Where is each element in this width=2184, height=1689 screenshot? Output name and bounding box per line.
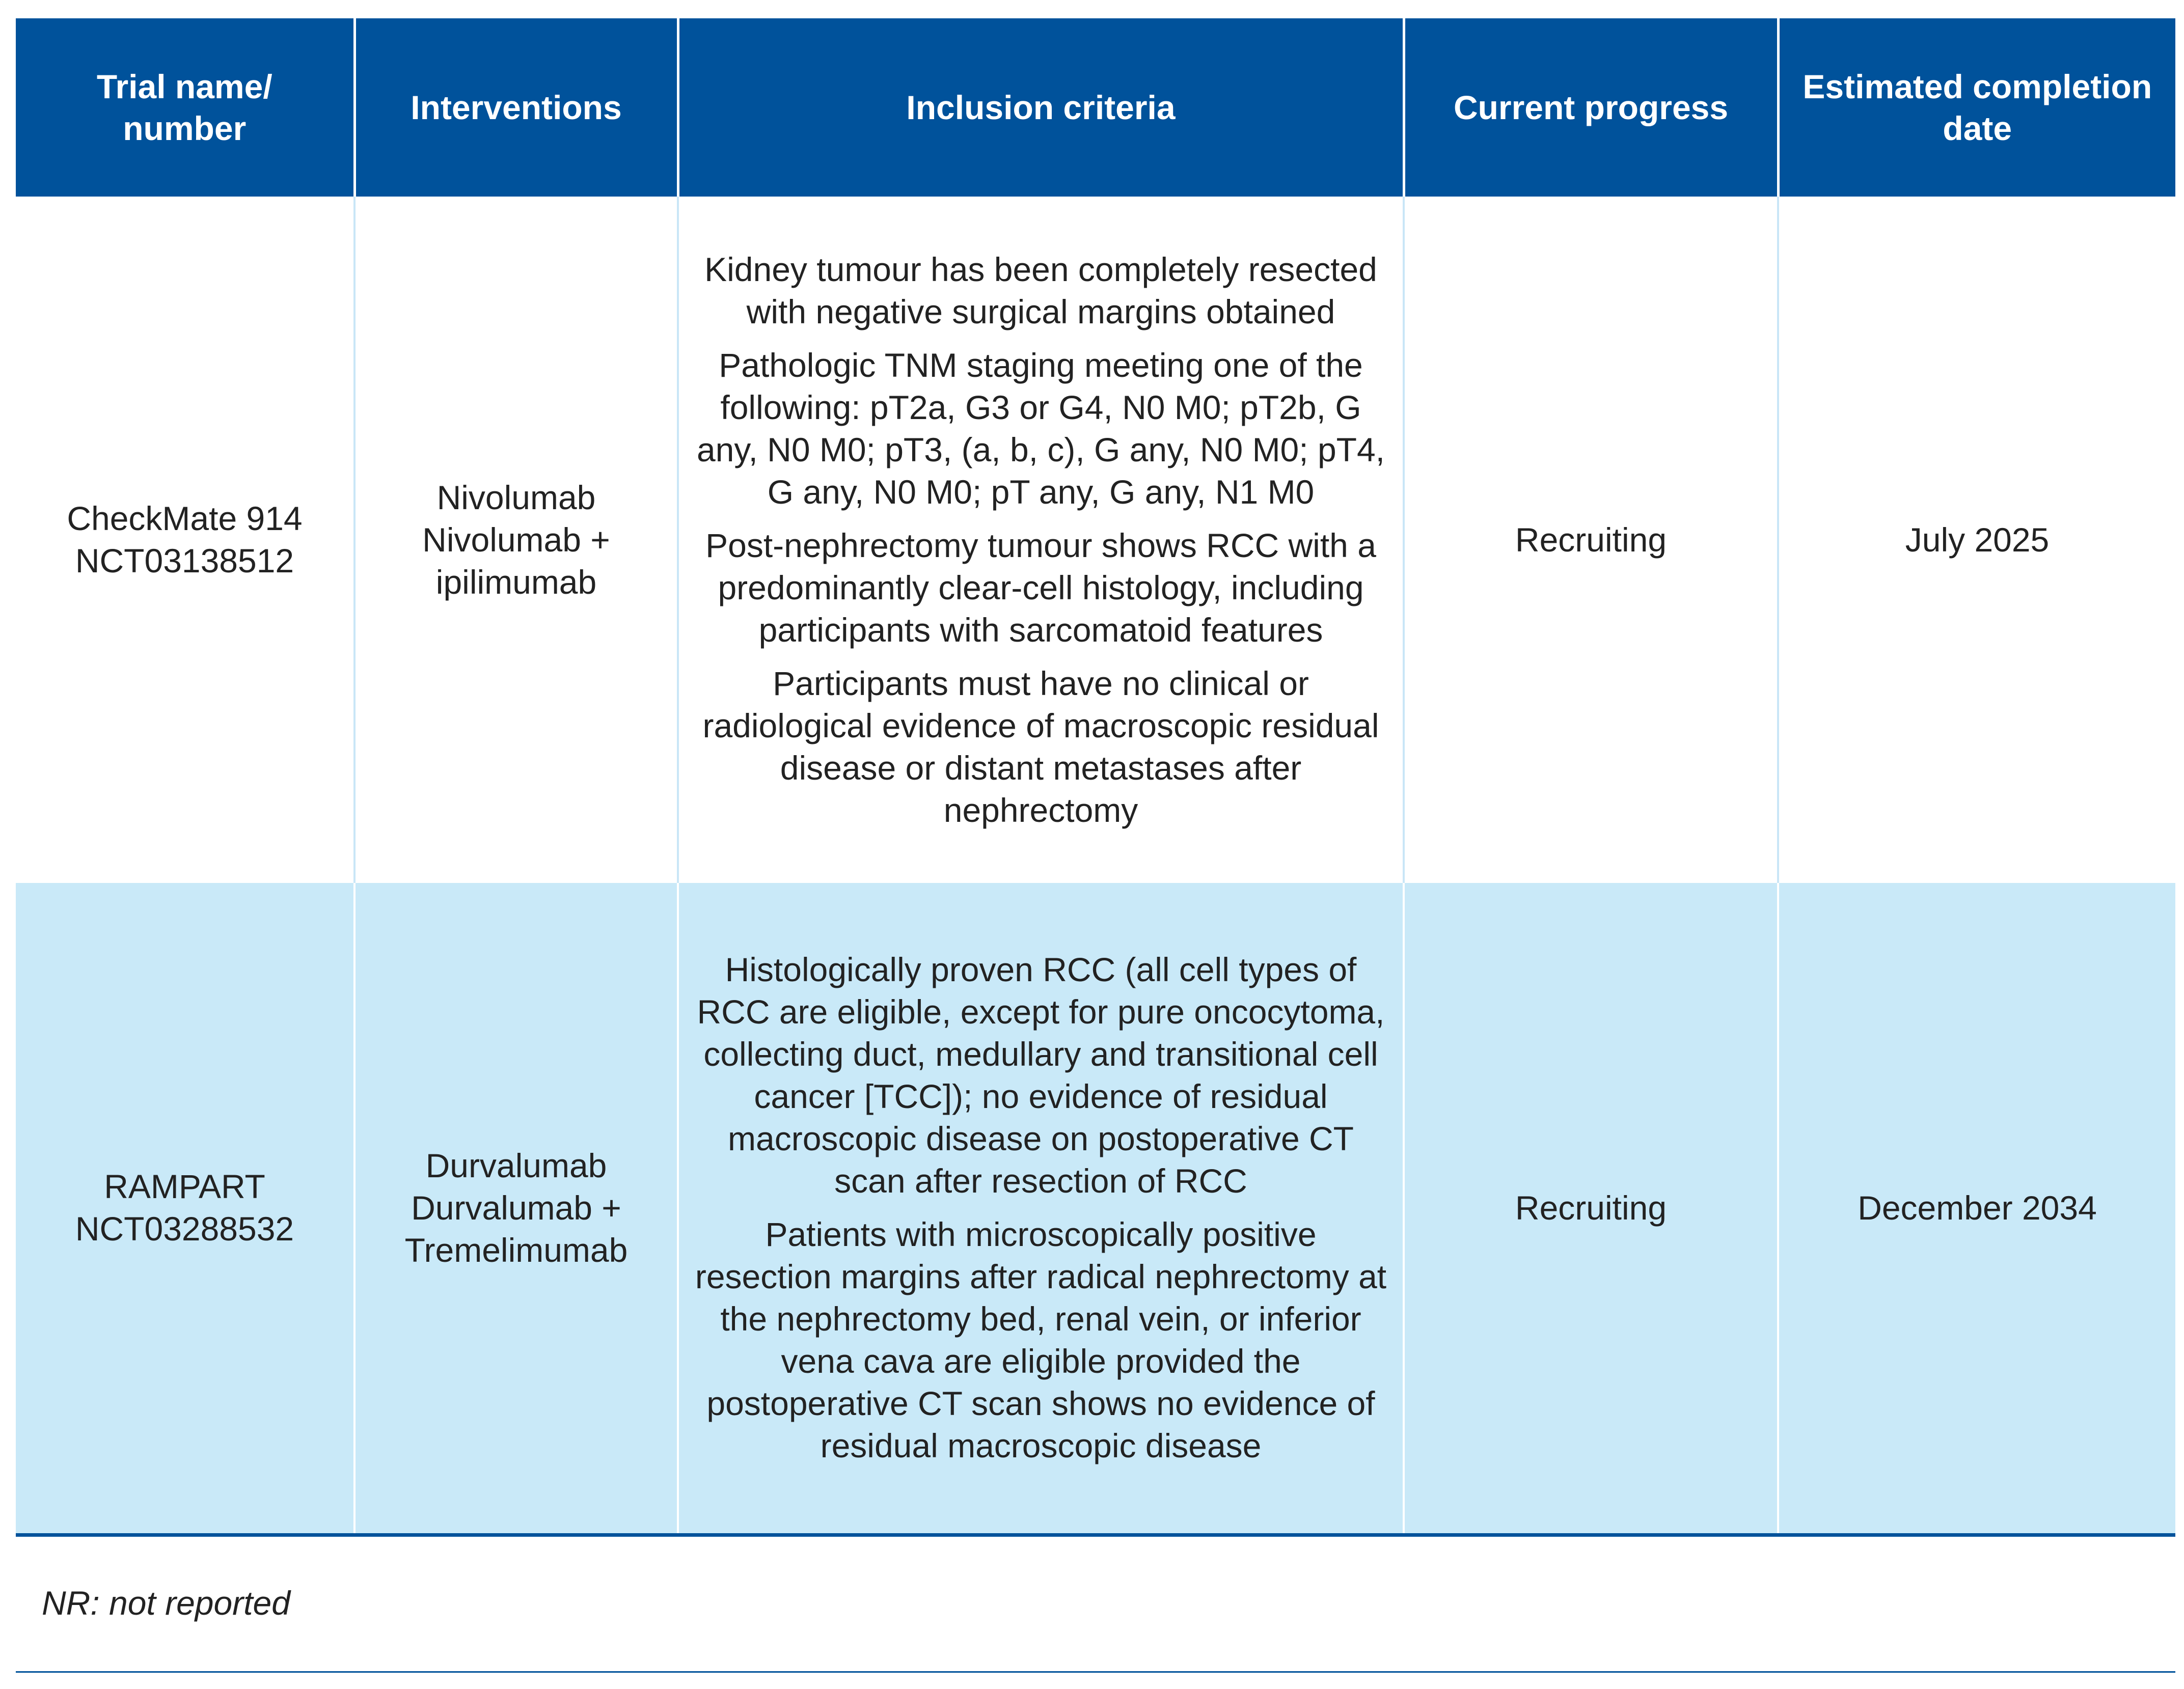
progress-cell: Recruiting (1404, 197, 1778, 883)
criterion: Post-nephrectomy tumour shows RCC with a predominantly clear-cell histology, including participants with sarcomatoid features (705, 526, 1376, 649)
trial-number: NCT03288532 (75, 1210, 294, 1248)
trials-table (16, 18, 2175, 1537)
header-trial-name: Trial name/ number (16, 18, 354, 197)
intervention-line: Nivolumab (436, 478, 596, 516)
table-row (16, 197, 2175, 883)
intervention-line: Nivolumab + (422, 520, 610, 559)
intervention-line: Durvalumab (425, 1146, 607, 1184)
interventions-cell (354, 197, 678, 883)
trial-name: CheckMate 914 (67, 500, 303, 537)
header-inclusion-criteria: Inclusion criteria (678, 18, 1404, 197)
criterion: Histologically proven RCC (all cell types of RCC are eligible, except for pure oncocytoma, collecting duct, medullary and transitional cell cancer [TCC]); no evidence of residual macroscopic disease on postoperative CT scan after resection of RCC (697, 951, 1385, 1200)
completion-date-cell: December 2034 (1778, 883, 2175, 1535)
bottom-divider (16, 1671, 2175, 1673)
completion-date-cell: July 2025 (1778, 197, 2175, 883)
criterion: Patients with microscopically positive resection margins after radical nephrectomy at the nephrectomy bed, renal vein, or inferior vena cava are eligible provided the postoperative CT scan shows no evidence of residual macroscopic disease (695, 1215, 1387, 1465)
trial-name: RAMPART (104, 1168, 265, 1206)
trial-number: NCT03138512 (75, 542, 294, 579)
criterion: Pathologic TNM staging meeting one of the following: pT2a, G3 or G4, N0 M0; pT2b, G any, N0 M0; pT3, (a, b, c), G any, N0 M0; pT4, G any, N0 M0; pT any, G any, N1 M0 (696, 346, 1385, 511)
header-row (16, 18, 2175, 197)
header-estimated-completion: Estimated completion date (1778, 18, 2175, 197)
progress-cell: Recruiting (1404, 883, 1778, 1535)
intervention-line: Tremelimumab (404, 1231, 628, 1269)
trial-cell (16, 883, 354, 1535)
trial-cell (16, 197, 354, 883)
header-current-progress: Current progress (1404, 18, 1778, 197)
intervention-line: ipilimumab (435, 563, 597, 601)
criterion: Kidney tumour has been completely resected with negative surgical margins obtained (704, 250, 1377, 330)
intervention-line: Durvalumab + (411, 1188, 621, 1227)
table-header (16, 18, 2175, 197)
criterion: Participants must have no clinical or radiological evidence of macroscopic residual disease or distant metastases after nephrectomy (702, 664, 1379, 829)
inclusion-criteria-cell (678, 883, 1404, 1535)
interventions-cell (354, 883, 678, 1535)
footnote: NR: not reported (42, 1584, 290, 1622)
table-row (16, 883, 2175, 1535)
header-interventions: Interventions (354, 18, 678, 197)
inclusion-criteria-cell (678, 197, 1404, 883)
trials-table-container (16, 18, 2175, 1537)
